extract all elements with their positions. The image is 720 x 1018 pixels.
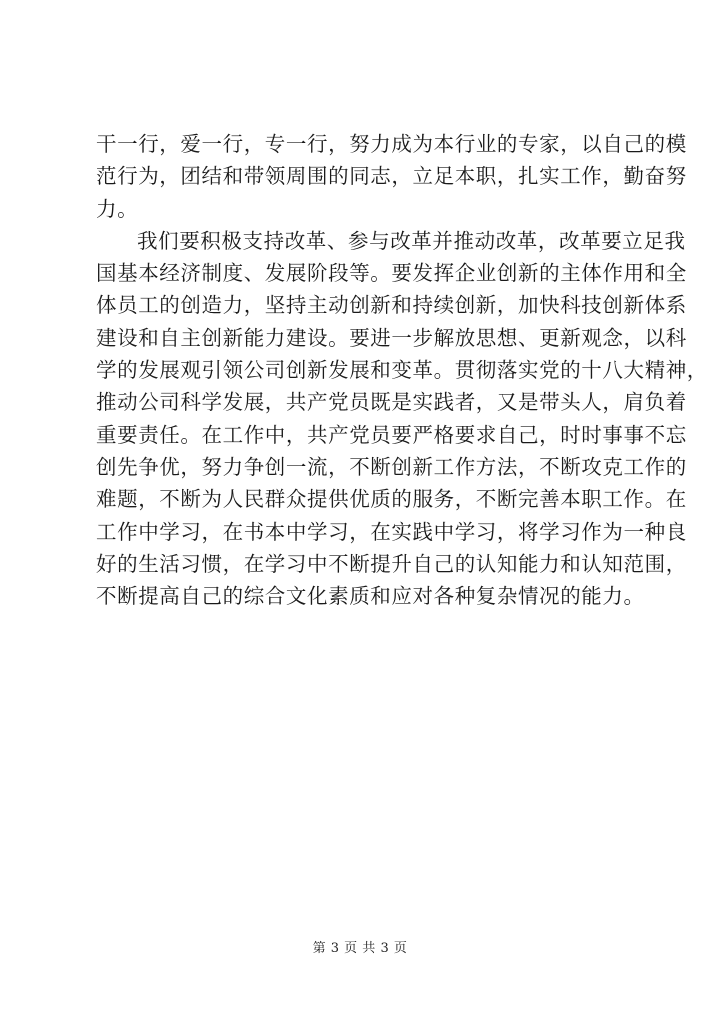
paragraph-1-line: 干一行，爱一行，专一行，努力成为本行业的专家，以自己的模: [96, 132, 687, 156]
page-number-footer: 第 3 页 共 3 页: [312, 941, 408, 956]
paragraph-1-line: 力。: [96, 196, 139, 221]
paragraph-2-line: 体员工的创造力，坚持主动创新和持续创新，加快科技创新体系: [96, 293, 687, 318]
paragraph-2-line: 好的生活习惯，在学习中不断提升自己的认知能力和认知范围，: [96, 551, 687, 576]
paragraph-2-line: 创先争优，努力争创一流，不断创新工作方法，不断攻克工作的: [96, 454, 687, 479]
document-body: [96, 128, 708, 612]
paragraph-2-line: 推动公司科学发展，共产党员既是实践者，又是带头人，肩负着: [96, 390, 687, 415]
paragraph-2-line: 我们要积极支持改革、参与改革并推动改革，改革要立足我: [137, 228, 686, 253]
paragraph-2-line: 重要责任。在工作中，共产党员要严格要求自己，时时事事不忘: [96, 422, 687, 447]
paragraph-2-line: 工作中学习，在书本中学习，在实践中学习，将学习作为一种良: [96, 519, 687, 544]
paragraph-2-line: 难题，不断为人民群众提供优质的服务，不断完善本职工作。在: [96, 487, 687, 512]
paragraph-2-line: 学的发展观引领公司创新发展和变革。贯彻落实党的十八大精神，: [96, 358, 708, 383]
paragraph-1-line: 范行为，团结和带领周围的同志，立足本职，扎实工作，勤奋努: [96, 164, 687, 189]
paragraph-2-line: 建设和自主创新能力建设。要进一步解放思想、更新观念，以科: [96, 325, 687, 350]
paragraph-2-line: 不断提高自己的综合文化素质和应对各种复杂情况的能力。: [96, 584, 645, 609]
paragraph-2-line: 国基本经济制度、发展阶段等。要发挥企业创新的主体作用和全: [96, 261, 687, 286]
